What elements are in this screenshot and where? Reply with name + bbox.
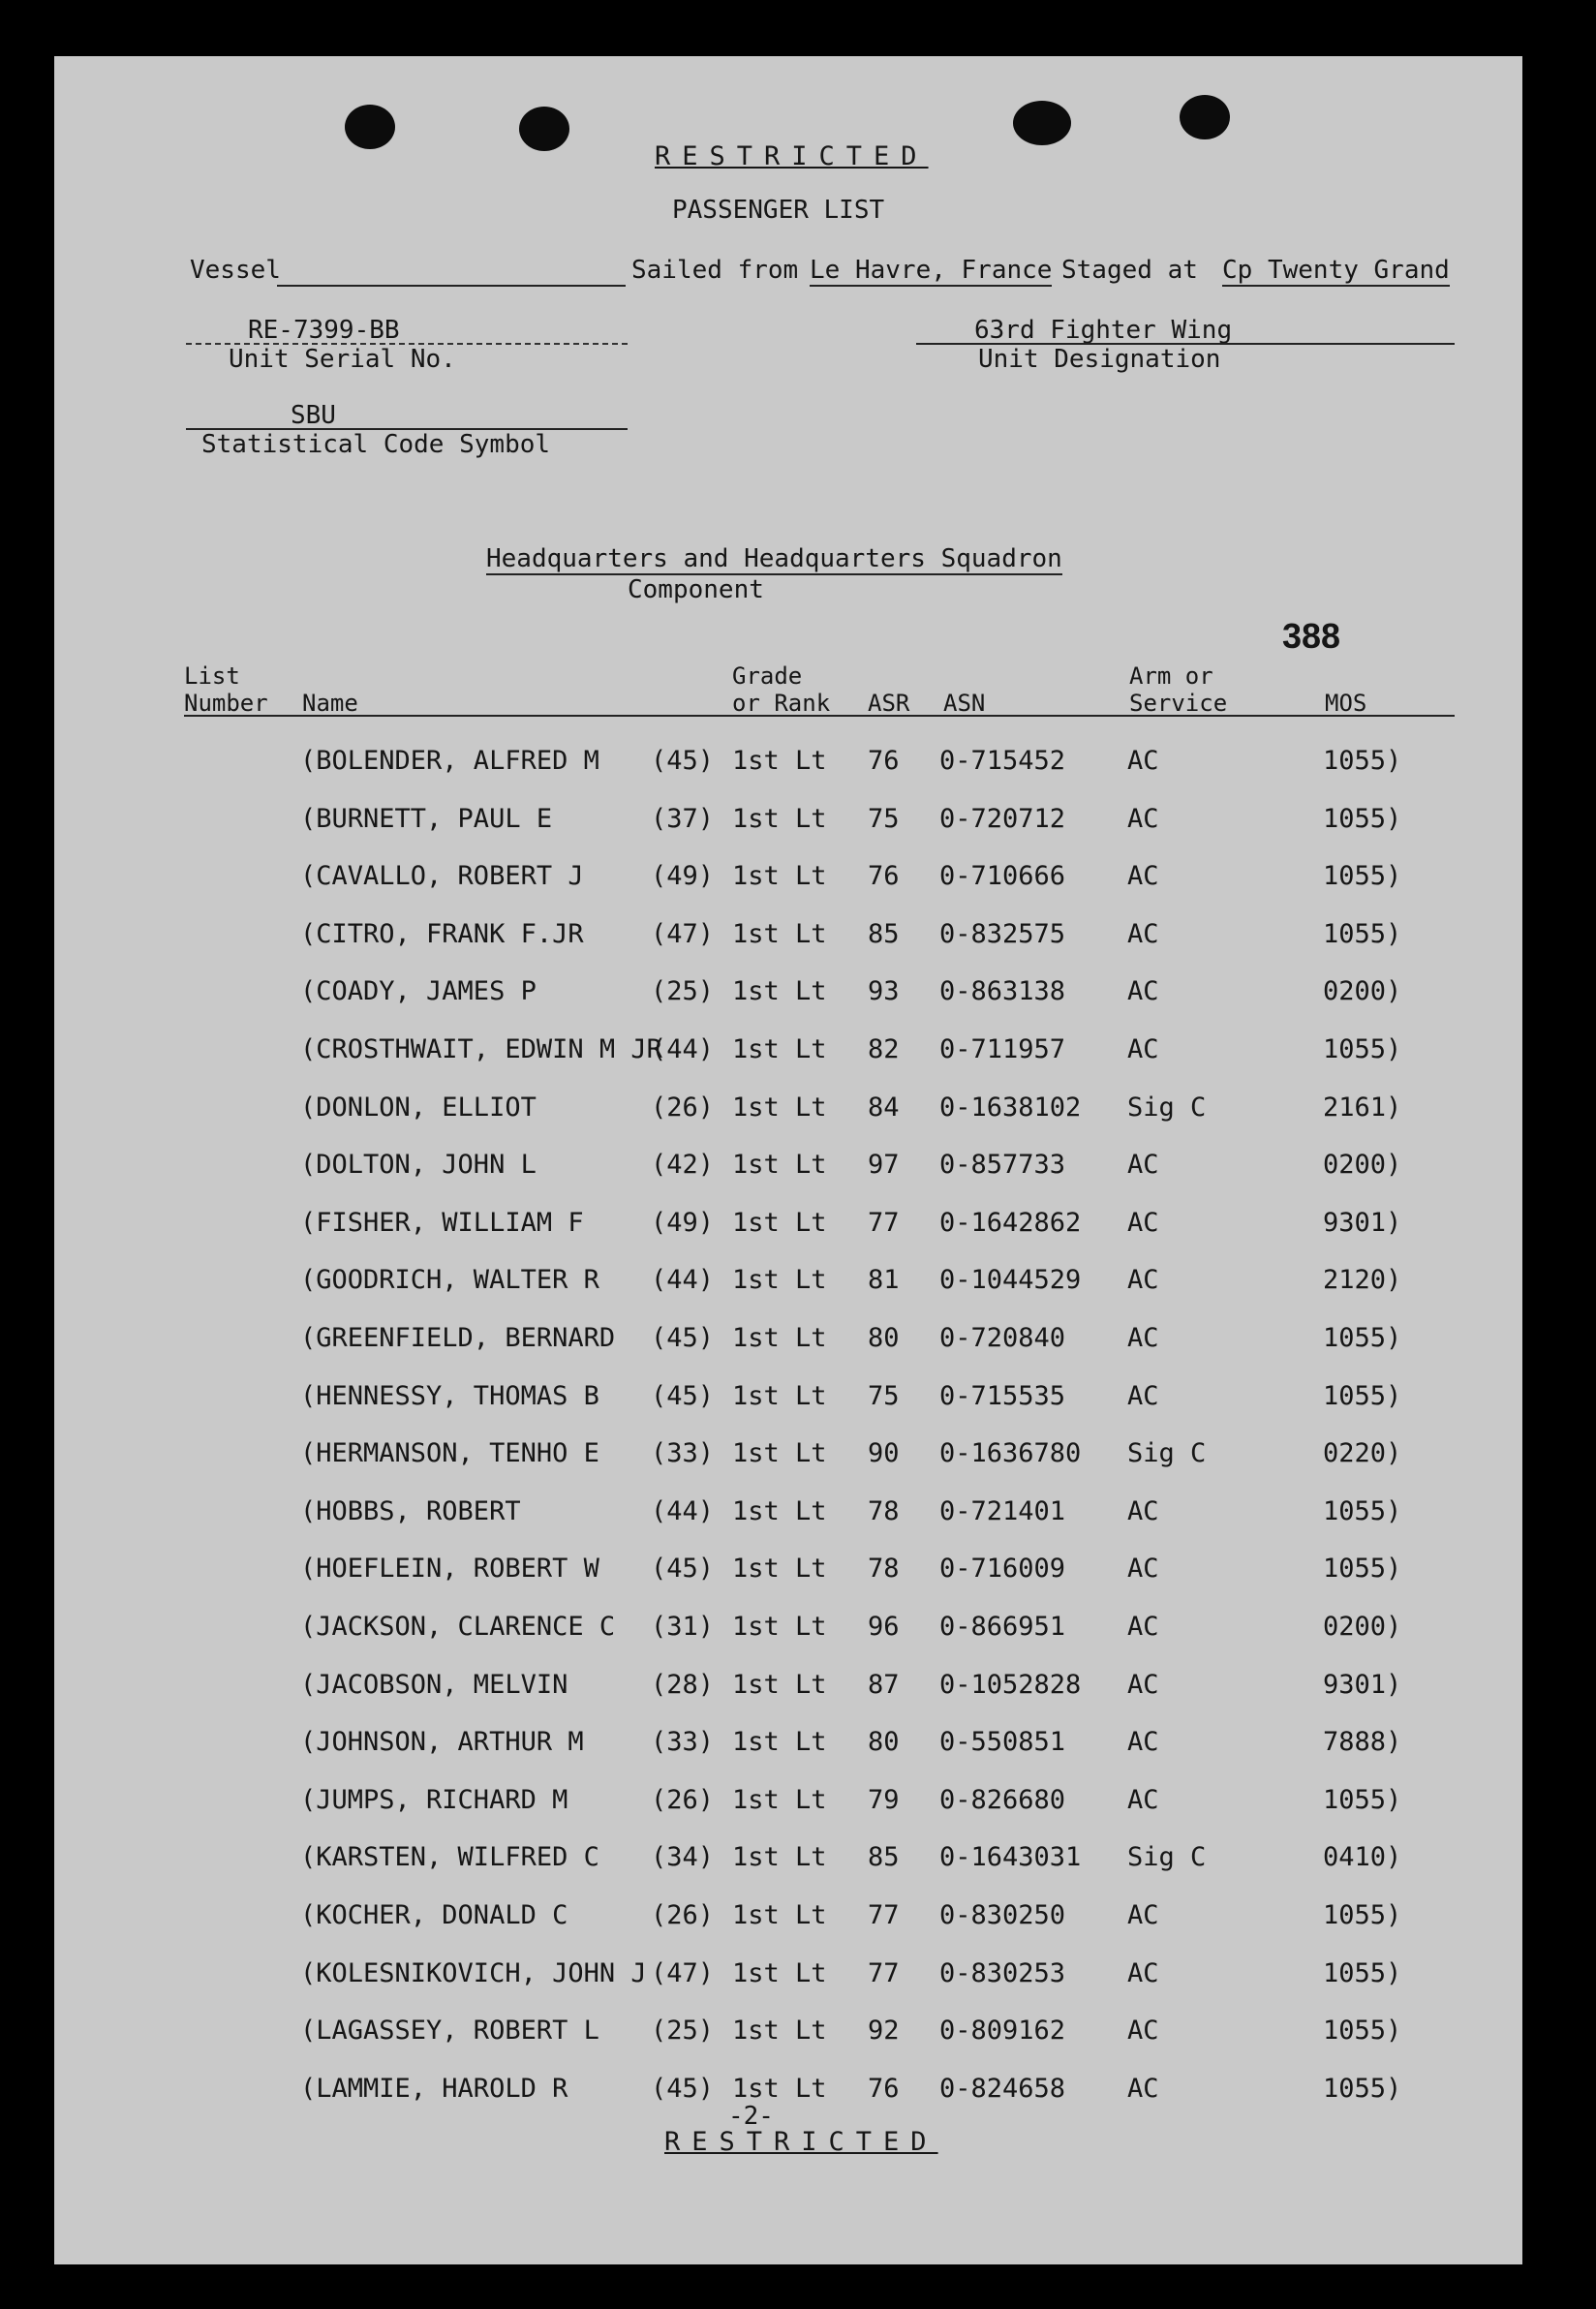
punch-hole (519, 107, 569, 151)
cell-asr: 75 (868, 1381, 900, 1411)
cell-name: (HOEFLEIN, ROBERT W (300, 1554, 599, 1584)
cell-name: (JACOBSON, MELVIN (300, 1670, 568, 1700)
cell-asr: 92 (868, 2016, 900, 2046)
cell-asn: 0-1044529 (939, 1265, 1082, 1295)
table-row (54, 1670, 1522, 1709)
cell-asr: 87 (868, 1670, 900, 1700)
stat-code-value: SBU (291, 401, 336, 430)
cell-asr: 76 (868, 861, 900, 891)
cell-asn: 0-716009 (939, 1554, 1066, 1584)
cell-asn: 0-720712 (939, 804, 1066, 834)
sailed-from-value: Le Havre, France (810, 256, 1053, 285)
cell-name: (CITRO, FRANK F.JR (300, 919, 584, 949)
vessel-label: Vessel (190, 256, 281, 285)
cell-asr: 85 (868, 919, 900, 949)
unit-serial-value: RE-7399-BB (248, 316, 400, 345)
cell-asr: 93 (868, 976, 900, 1006)
table-row (54, 1323, 1522, 1362)
cell-name: (KOLESNIKOVICH, JOHN J (300, 1958, 647, 1988)
cell-mos: 0200) (1323, 1612, 1402, 1642)
cell-age: (44) (651, 1034, 715, 1064)
table-row (54, 1093, 1522, 1131)
cell-asn: 0-1642862 (939, 1208, 1082, 1238)
cell-age: (26) (651, 1785, 715, 1815)
cell-age: (28) (651, 1670, 715, 1700)
cell-arm: AC (1127, 1323, 1159, 1353)
cell-asn: 0-715535 (939, 1381, 1066, 1411)
table-row (54, 1554, 1522, 1592)
cell-asn: 0-711957 (939, 1034, 1066, 1064)
cell-arm: AC (1127, 1554, 1159, 1584)
cell-mos: 1055) (1323, 861, 1402, 891)
table-row (54, 1958, 1522, 1997)
cell-asn: 0-826680 (939, 1785, 1066, 1815)
cell-asr: 77 (868, 1208, 900, 1238)
cell-grade: 1st Lt (732, 1900, 827, 1930)
cell-grade: 1st Lt (732, 919, 827, 949)
cell-age: (25) (651, 976, 715, 1006)
cell-age: (47) (651, 919, 715, 949)
page-marker: -2- (728, 2102, 774, 2131)
col-name: Name (302, 690, 358, 717)
cell-arm: Sig C (1127, 1438, 1207, 1468)
table-row (54, 1381, 1522, 1420)
cell-asr: 80 (868, 1727, 900, 1757)
cell-grade: 1st Lt (732, 1785, 827, 1815)
cell-mos: 9301) (1323, 1670, 1402, 1700)
cell-asr: 78 (868, 1554, 900, 1584)
table-row (54, 976, 1522, 1015)
punch-hole (1013, 101, 1071, 145)
cell-age: (31) (651, 1612, 715, 1642)
cell-asr: 78 (868, 1496, 900, 1526)
cell-grade: 1st Lt (732, 1496, 827, 1526)
cell-grade: 1st Lt (732, 976, 827, 1006)
unit-designation-label: Unit Designation (978, 345, 1221, 374)
cell-asr: 76 (868, 746, 900, 776)
cell-name: (KOCHER, DONALD C (300, 1900, 568, 1930)
cell-mos: 1055) (1323, 1900, 1402, 1930)
cell-asn: 0-720840 (939, 1323, 1066, 1353)
cell-arm: Sig C (1127, 1093, 1207, 1123)
cell-age: (34) (651, 1842, 715, 1872)
cell-name: (LAMMIE, HAROLD R (300, 2074, 568, 2104)
stat-code-label: Statistical Code Symbol (201, 430, 551, 459)
restricted-top: RESTRICTED (655, 141, 929, 171)
cell-asr: 76 (868, 2074, 900, 2104)
header-rule (184, 715, 1455, 717)
cell-asr: 97 (868, 1150, 900, 1180)
cell-age: (49) (651, 1208, 715, 1238)
table-row (54, 1265, 1522, 1304)
cell-grade: 1st Lt (732, 2016, 827, 2046)
cell-mos: 1055) (1323, 919, 1402, 949)
cell-asn: 0-715452 (939, 746, 1066, 776)
cell-grade: 1st Lt (732, 1727, 827, 1757)
cell-age: (45) (651, 2074, 715, 2104)
staged-at-label: Staged at (1061, 256, 1198, 285)
table-row (54, 919, 1522, 958)
cell-asn: 0-832575 (939, 919, 1066, 949)
cell-age: (37) (651, 804, 715, 834)
cell-grade: 1st Lt (732, 861, 827, 891)
col-mos: MOS (1325, 690, 1367, 717)
cell-name: (CROSTHWAIT, EDWIN M JR (300, 1034, 662, 1064)
document-title: PASSENGER LIST (672, 196, 885, 225)
cell-asn: 0-830253 (939, 1958, 1066, 1988)
cell-mos: 1055) (1323, 1381, 1402, 1411)
component-label: Component (628, 575, 764, 604)
cell-mos: 7888) (1323, 1727, 1402, 1757)
cell-asr: 80 (868, 1323, 900, 1353)
cell-age: (45) (651, 1554, 715, 1584)
cell-age: (45) (651, 1381, 715, 1411)
cell-mos: 0200) (1323, 976, 1402, 1006)
component-value: Headquarters and Headquarters Squadron (486, 544, 1062, 573)
cell-asn: 0-710666 (939, 861, 1066, 891)
table-row (54, 746, 1522, 785)
cell-arm: AC (1127, 2016, 1159, 2046)
cell-grade: 1st Lt (732, 746, 827, 776)
table-row (54, 1842, 1522, 1881)
page-number: 388 (1282, 616, 1341, 656)
vessel-blank-line (277, 285, 626, 287)
col-list-number-1: List (184, 662, 240, 690)
cell-mos: 1055) (1323, 1958, 1402, 1988)
cell-arm: AC (1127, 1381, 1159, 1411)
cell-age: (26) (651, 1900, 715, 1930)
cell-mos: 1055) (1323, 804, 1402, 834)
cell-asn: 0-721401 (939, 1496, 1066, 1526)
cell-age: (44) (651, 1496, 715, 1526)
table-row (54, 1208, 1522, 1247)
cell-asn: 0-857733 (939, 1150, 1066, 1180)
cell-arm: AC (1127, 919, 1159, 949)
cell-arm: AC (1127, 1265, 1159, 1295)
cell-arm: Sig C (1127, 1842, 1207, 1872)
cell-grade: 1st Lt (732, 1554, 827, 1584)
cell-name: (COADY, JAMES P (300, 976, 537, 1006)
table-row (54, 2016, 1522, 2054)
cell-name: (HERMANSON, TENHO E (300, 1438, 599, 1468)
cell-grade: 1st Lt (732, 1612, 827, 1642)
cell-asn: 0-830250 (939, 1900, 1066, 1930)
col-grade-1: Grade (732, 662, 803, 690)
cell-arm: AC (1127, 1150, 1159, 1180)
cell-asn: 0-866951 (939, 1612, 1066, 1642)
cell-grade: 1st Lt (732, 1842, 827, 1872)
col-arm-1: Arm or (1129, 662, 1213, 690)
cell-age: (49) (651, 861, 715, 891)
cell-name: (KARSTEN, WILFRED C (300, 1842, 599, 1872)
col-arm-2: Service (1129, 690, 1228, 717)
cell-mos: 0410) (1323, 1842, 1402, 1872)
cell-asr: 90 (868, 1438, 900, 1468)
cell-mos: 1055) (1323, 1496, 1402, 1526)
table-row (54, 2074, 1522, 2112)
table-row (54, 1785, 1522, 1824)
cell-grade: 1st Lt (732, 1670, 827, 1700)
cell-arm: AC (1127, 1785, 1159, 1815)
cell-name: (CAVALLO, ROBERT J (300, 861, 584, 891)
cell-arm: AC (1127, 1727, 1159, 1757)
cell-asn: 0-550851 (939, 1727, 1066, 1757)
cell-name: (DONLON, ELLIOT (300, 1093, 537, 1123)
cell-name: (JOHNSON, ARTHUR M (300, 1727, 584, 1757)
cell-asr: 84 (868, 1093, 900, 1123)
punch-hole (1180, 95, 1230, 139)
cell-name: (GOODRICH, WALTER R (300, 1265, 599, 1295)
cell-grade: 1st Lt (732, 1381, 827, 1411)
cell-grade: 1st Lt (732, 1323, 827, 1353)
cell-asr: 79 (868, 1785, 900, 1815)
cell-name: (HOBBS, ROBERT (300, 1496, 521, 1526)
cell-arm: AC (1127, 1958, 1159, 1988)
table-row (54, 1727, 1522, 1766)
cell-age: (33) (651, 1727, 715, 1757)
cell-age: (42) (651, 1150, 715, 1180)
cell-grade: 1st Lt (732, 1034, 827, 1064)
cell-mos: 1055) (1323, 746, 1402, 776)
document-page (54, 56, 1522, 2264)
cell-asr: 85 (868, 1842, 900, 1872)
cell-arm: AC (1127, 1496, 1159, 1526)
punch-hole (345, 105, 395, 149)
cell-mos: 2161) (1323, 1093, 1402, 1123)
cell-mos: 2120) (1323, 1265, 1402, 1295)
cell-age: (47) (651, 1958, 715, 1988)
staged-at-value: Cp Twenty Grand (1222, 256, 1450, 285)
cell-grade: 1st Lt (732, 1438, 827, 1468)
table-row (54, 1612, 1522, 1650)
cell-grade: 1st Lt (732, 1093, 827, 1123)
cell-mos: 1055) (1323, 1034, 1402, 1064)
table-row (54, 861, 1522, 900)
cell-arm: AC (1127, 976, 1159, 1006)
cell-age: (33) (651, 1438, 715, 1468)
cell-mos: 0220) (1323, 1438, 1402, 1468)
table-row (54, 1150, 1522, 1188)
cell-asr: 81 (868, 1265, 900, 1295)
table-row (54, 1438, 1522, 1477)
cell-name: (JACKSON, CLARENCE C (300, 1612, 616, 1642)
cell-arm: AC (1127, 861, 1159, 891)
table-row (54, 1034, 1522, 1073)
sailed-from-label: Sailed from (631, 256, 799, 285)
cell-mos: 9301) (1323, 1208, 1402, 1238)
cell-grade: 1st Lt (732, 1265, 827, 1295)
cell-arm: AC (1127, 1670, 1159, 1700)
cell-grade: 1st Lt (732, 804, 827, 834)
cell-mos: 1055) (1323, 1785, 1402, 1815)
cell-asn: 0-863138 (939, 976, 1066, 1006)
cell-asr: 82 (868, 1034, 900, 1064)
cell-asn: 0-809162 (939, 2016, 1066, 2046)
cell-arm: AC (1127, 1900, 1159, 1930)
cell-asn: 0-1643031 (939, 1842, 1082, 1872)
cell-name: (LAGASSEY, ROBERT L (300, 2016, 599, 2046)
cell-arm: AC (1127, 1034, 1159, 1064)
table-row (54, 1496, 1522, 1535)
col-asn: ASN (943, 690, 986, 717)
col-asr: ASR (868, 690, 910, 717)
cell-name: (FISHER, WILLIAM F (300, 1208, 584, 1238)
cell-asr: 75 (868, 804, 900, 834)
cell-age: (25) (651, 2016, 715, 2046)
cell-asn: 0-1052828 (939, 1670, 1082, 1700)
cell-asr: 77 (868, 1958, 900, 1988)
cell-age: (44) (651, 1265, 715, 1295)
cell-age: (26) (651, 1093, 715, 1123)
cell-asn: 0-1638102 (939, 1093, 1082, 1123)
col-list-number-2: Number (184, 690, 268, 717)
cell-mos: 1055) (1323, 2074, 1402, 2104)
table-row (54, 1900, 1522, 1939)
table-row (54, 804, 1522, 843)
cell-mos: 1055) (1323, 1554, 1402, 1584)
cell-name: (BURNETT, PAUL E (300, 804, 553, 834)
unit-serial-label: Unit Serial No. (229, 345, 456, 374)
cell-asr: 77 (868, 1900, 900, 1930)
cell-grade: 1st Lt (732, 1150, 827, 1180)
cell-name: (JUMPS, RICHARD M (300, 1785, 568, 1815)
cell-mos: 1055) (1323, 1323, 1402, 1353)
cell-mos: 1055) (1323, 2016, 1402, 2046)
restricted-bottom: RESTRICTED (664, 2127, 938, 2157)
cell-arm: AC (1127, 1208, 1159, 1238)
unit-designation-value: 63rd Fighter Wing (974, 316, 1233, 345)
cell-asn: 0-1636780 (939, 1438, 1082, 1468)
cell-grade: 1st Lt (732, 1958, 827, 1988)
cell-name: (GREENFIELD, BERNARD (300, 1323, 616, 1353)
cell-mos: 0200) (1323, 1150, 1402, 1180)
cell-asr: 96 (868, 1612, 900, 1642)
cell-age: (45) (651, 1323, 715, 1353)
cell-arm: AC (1127, 2074, 1159, 2104)
cell-name: (BOLENDER, ALFRED M (300, 746, 599, 776)
cell-name: (HENNESSY, THOMAS B (300, 1381, 599, 1411)
cell-age: (45) (651, 746, 715, 776)
cell-arm: AC (1127, 1612, 1159, 1642)
cell-name: (DOLTON, JOHN L (300, 1150, 537, 1180)
cell-arm: AC (1127, 746, 1159, 776)
cell-grade: 1st Lt (732, 2074, 827, 2104)
cell-grade: 1st Lt (732, 1208, 827, 1238)
col-grade-2: or Rank (732, 690, 831, 717)
cell-arm: AC (1127, 804, 1159, 834)
cell-asn: 0-824658 (939, 2074, 1066, 2104)
